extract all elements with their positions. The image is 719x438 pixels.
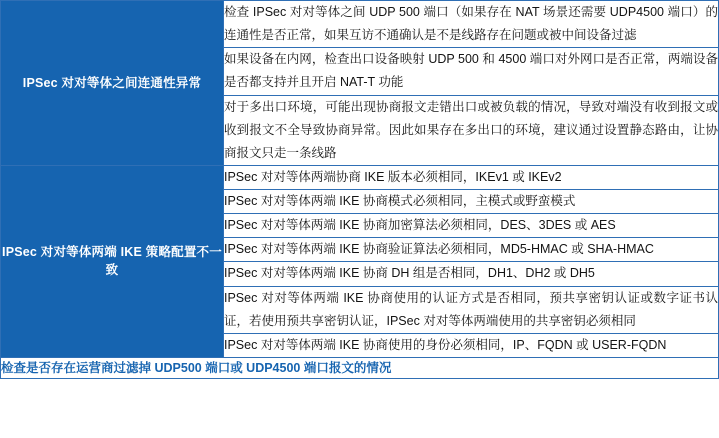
check-item: IPSec 对对等体两端 IKE 协商加密算法必须相同，DES、3DES 或 AES <box>224 214 719 238</box>
check-item: 对于多出口环境，可能出现协商报文走错出口或被负载的情况，导致对端没有收到报文或收到报文不全导致协商异常。因此如果存在多出口的环境，建议通过设置静态路由，让协商报文只走一条线路 <box>224 95 719 165</box>
check-item: IPSec 对对等体两端 IKE 协商 DH 组是否相同，DH1、DH2 或 DH5 <box>224 262 719 286</box>
check-item: IPSec 对对等体两端协商 IKE 版本必须相同，IKEv1 或 IKEv2 <box>224 165 719 189</box>
table-body <box>1 1 719 379</box>
category-label-connectivity: IPSec 对对等体之间连通性异常 <box>1 1 224 166</box>
check-item: IPSec 对对等体两端 IKE 协商使用的认证方式是否相同，预共享密钥认证或数字证书认证，若使用预共享密钥认证，IPSec 对对等体两端使用的共享密钥必须相同 <box>224 286 719 333</box>
table-row <box>1 1 719 48</box>
check-item: IPSec 对对等体两端 IKE 协商模式必须相同，主模式或野蛮模式 <box>224 190 719 214</box>
check-item: 检查 IPSec 对对等体之间 UDP 500 端口（如果存在 NAT 场景还需要 UDP4500 端口）的连通性是否正常，如果互访不通确认是不是线路存在问题或被中间设备过滤 <box>224 1 719 48</box>
check-item: IPSec 对对等体两端 IKE 协商使用的身份必须相同，IP、FQDN 或 USER-FQDN <box>224 333 719 357</box>
check-item: IPSec 对对等体两端 IKE 协商验证算法必须相同，MD5-HMAC 或 SHA-HMAC <box>224 238 719 262</box>
table-row <box>1 165 719 189</box>
footer-note: 检查是否存在运营商过滤掉 UDP500 端口或 UDP4500 端口报文的情况 <box>1 357 719 378</box>
check-item: 如果设备在内网，检查出口设备映射 UDP 500 和 4500 端口对外网口是否正常，两端设备是否都支持并且开启 NAT-T 功能 <box>224 48 719 95</box>
category-label-ike-policy: IPSec 对对等体两端 IKE 策略配置不一致 <box>1 165 224 357</box>
table-row-footer <box>1 357 719 378</box>
